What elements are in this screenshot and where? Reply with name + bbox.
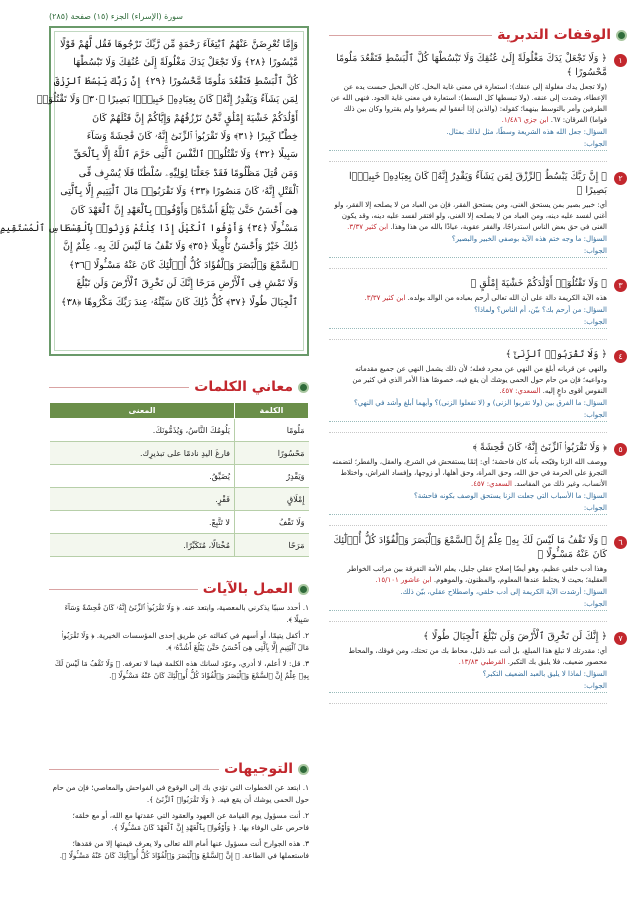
exercise-list <box>329 52 627 704</box>
exercise-item <box>329 348 627 433</box>
mushaf-line: ٱلْجِبَالَ طُولًا ﴿٣٧﴾ كُلُّ ذَٰلِكَ كَانَ سَيِّئُهُۥ عِندَ رَبِّكَ مَكْرُوهًا ﴿٣٨﴾ <box>61 296 298 308</box>
exercise-number-badge: ٥ <box>614 443 627 456</box>
guidance-item: ١. ابتعد عن الخطوات التي تؤدي بك إلى الوقوع في الفواحش والمعاصي؛ فإن من حام حول الحمى يوشك أن يقع فيه. ﴿ وَلَا تَقْرَبُوا۟ ٱلزِّنَىٰٓ ﴾. <box>52 783 309 804</box>
exercise-question: السؤال: جعل الله هذه الشريعة وسطًا، مثل لذلك بمثال. <box>446 128 607 136</box>
explanation-source: ابن كثير ٣/٣٧. <box>347 223 389 231</box>
vocab-meaning: يَلُومُكَ النَّاسُ، وَيُذَمُّونَكَ. <box>50 419 235 442</box>
header-rule <box>49 769 219 770</box>
section-bullet-icon <box>298 764 309 775</box>
vocabulary-rows <box>50 419 309 557</box>
vocab-meaning: فارغَ اليدِ نادمًا على تبذيرِك. <box>50 442 235 465</box>
header-rule <box>49 589 198 590</box>
exercise-explanation <box>329 293 607 304</box>
explanation-text: هذه الآية الكريمة دالة على أن الله تعالى أرحم بعباده من الوالد بولده. <box>407 294 607 302</box>
exercise-item <box>329 170 627 269</box>
mushaf-line: مَسْـُٔولًا ﴿٣٤﴾ وَأَوْفُوا ٱلْكَيْلَ إِذَا كِلْتُمْ وَزِنُوا۟ بِٱلْقِسْطَاسِ ٱلْمُسْتَقِيمِ <box>0 223 298 235</box>
exercise-number-badge: ٤ <box>614 350 627 363</box>
vocab-row <box>50 442 309 465</box>
exercise-explanation <box>329 200 607 233</box>
guidance-item: ٣. هذه الجوارح أنت مسؤول عنها أمام الله تعالى ولا يعرف قيمتها إلا من فقدها؛ فاستعملها في الطاعة. ﴿ إِنَّ ٱلسَّمْعَ وَٱلْبَصَرَ وَٱلْفُؤَادَ كُلُّ أُو۟لَٰٓئِكَ كَانَ عَنْهُ مَسْـُٔولًا ﴾. <box>59 839 309 860</box>
vocabulary-table <box>49 402 309 557</box>
explanation-text: والنهي عن قربانه أبلغ من النهي عن مجرد فعله؛ لأن ذلك يشمل النهي عن جميع مقدماته ودواعيه؛ فإن من حام حول الحمى يوشك أن يقع فيه، خصوصًا هذا الأمر الذي في كثير من النفوس أقوى داعٍ إليه. <box>352 365 607 395</box>
actions-list <box>49 602 309 682</box>
mushaf-page <box>0 26 309 356</box>
exercise-question: السؤال: ما الأسباب التي جعلت الزنا يستحق الوصف بكونه فاحشة؟ <box>413 492 607 500</box>
exercise-question: السؤال: لماذا لا يليق بالعبد الضعيف التكبر؟ <box>482 670 607 678</box>
answer-line <box>329 517 607 526</box>
exercise-answer-label[interactable]: الجواب: <box>329 317 607 329</box>
vocab-word: مَلُومًا <box>235 419 309 442</box>
vocab-meaning: يُضَيِّقُ. <box>50 465 235 488</box>
vocab-word: مَرَحًا <box>235 534 309 557</box>
answer-lines[interactable] <box>329 517 607 526</box>
answer-line <box>329 153 607 162</box>
vocab-word: مَحْسُورًا <box>235 442 309 465</box>
vocabulary-title: معاني الكلمات <box>194 379 293 395</box>
header-rule <box>49 387 189 388</box>
vocab-row <box>50 511 309 534</box>
answer-lines[interactable] <box>329 153 607 162</box>
exercise-verse: ﴿ وَلَا تَقْرَبُوا۟ ٱلزِّنَىٰٓ إِنَّهُۥ كَانَ فَٰحِشَةً ﴾ <box>472 442 607 453</box>
exercise-answer-label[interactable]: الجواب: <box>329 246 607 258</box>
exercise-number-badge: ٧ <box>614 632 627 645</box>
section-bullet-icon <box>616 30 627 41</box>
vocab-row <box>50 465 309 488</box>
exercise-number-badge: ٢ <box>614 172 627 185</box>
exercise-explanation <box>329 364 607 397</box>
exercise-item <box>329 52 627 162</box>
reflections-header <box>329 26 627 44</box>
action-item: ٢. أكفل يتيمًا، أو أسهم في كفالته عن طريق إحدى المؤسسات الخيرية. ﴿ وَلَا تَقْرَبُوا۟ مَالَ ٱلْيَتِيمِ إِلَّا بِٱلَّتِى هِىَ أَحْسَنُ حَتَّىٰ يَبْلُغَ أَشُدَّهُۥ ﴾. <box>61 631 309 652</box>
answer-lines[interactable] <box>329 260 607 269</box>
mushaf-line: أَوْلَٰدَكُمْ خَشْيَةَ إِمْلَٰقٍ نَّحْنُ نَرْزُقُهُمْ وَإِيَّاكُمْ إِنَّ قَتْلَهُمْ كَانَ <box>92 112 298 124</box>
section-bullet-icon <box>298 382 309 393</box>
exercise-explanation <box>329 564 607 586</box>
explanation-source: القرطبي ١٣/٨٣. <box>458 658 506 666</box>
explanation-source: ابن كثير ٣/٣٧. <box>364 294 406 302</box>
actions-section <box>49 580 309 682</box>
mushaf-line: ٱلسَّمْعَ وَٱلْبَصَرَ وَٱلْفُؤَادَ كُلُّ أُو۟لَٰٓئِكَ كَانَ عَنْهُ مَسْـُٔولًا ﴿٣٦﴾ <box>68 259 298 271</box>
explanation-text: ووصف الله الزنا وقبّحه بأنه كان فاحشة؛ أي: إثمًا يستفحش في الشرع، والعقل، والفطر؛ لتضمنه التجرؤ على الحرمة في حق الله، وحق المرأة، وحق أهلها، أو زوجها، وإفساد الفراش، واختلاط الأنساب، وغير ذلك من المفاسد. <box>332 458 607 488</box>
mushaf-line: سَبِيلًا ﴿٣٢﴾ وَلَا تَقْتُلُوا۟ ٱلنَّفْسَ ٱلَّتِى حَرَّمَ ٱللَّهُ إِلَّا بِٱلْحَقِّ <box>73 149 298 161</box>
mushaf-line: وَلَا تَمْشِ فِى ٱلْأَرْضِ مَرَحًا إِنَّكَ لَن تَخْرِقَ ٱلْأَرْضَ وَلَن تَبْلُغَ <box>76 278 298 290</box>
vocab-row <box>50 488 309 511</box>
action-item: ٣. قل: لا أعلم، لا أدري، وعوّد لسانك هذه الكلمة فيما لا تعرفه. ﴿ وَلَا تَقْفُ مَا لَيْسَ لَكَ بِهِۦ عِلْمٌ إِنَّ ٱلسَّمْعَ وَٱلْبَصَرَ وَٱلْفُؤَادَ كُلُّ أُو۟لَٰٓئِكَ كَانَ عَنْهُ مَسْـُٔولًا ﴾. <box>54 659 309 680</box>
mushaf-line: كُلَّ ٱلْبَسْطِ فَتَقْعُدَ مَلُومًا مَّحْسُورًا ﴿٢٩﴾ إِنَّ رَبَّكَ يَبْسُطُ ٱلرِّزْقَ <box>53 75 298 87</box>
exercise-question: السؤال: ما الفرق بين (ولا تقربوا الزنى) و (لا تفعلوا الزنى)؟ وأيهما أبلغ وأشد في النهي؟ <box>354 399 607 407</box>
section-bullet-icon <box>298 584 309 595</box>
exercise-item <box>329 441 627 526</box>
guidance-section <box>49 760 309 862</box>
reflections-title: الوقفات التدبرية <box>497 27 611 43</box>
vocab-column-word: الكلمة <box>235 403 309 419</box>
exercise-explanation <box>329 646 607 668</box>
vocab-word: وَيَقْدِرُ <box>235 465 309 488</box>
answer-line <box>329 695 607 704</box>
actions-title: العمل بالآيات <box>202 581 293 597</box>
mushaf-line: مَّيْسُورًا ﴿٢٨﴾ وَلَا تَجْعَلْ يَدَكَ مَغْلُولَةً إِلَىٰ عُنُقِكَ وَلَا تَبْسُطْهَا <box>73 57 298 69</box>
mushaf-line: خِطْـًٔا كَبِيرًا ﴿٣١﴾ وَلَا تَقْرَبُوا۟ ٱلزِّنَىٰٓ إِنَّهُۥ كَانَ فَٰحِشَةً وَسَآءَ <box>86 131 298 143</box>
guidance-item: ٢. أنت مسؤول يوم القيامة عن العهود والعقود التي عقدتها مع الله، أو مع خلقه؛ فاحرص على الوفاء بها. ﴿ وَأَوْفُوا۟ بِٱلْعَهْدِ إِنَّ ٱلْعَهْدَ كَانَ مَسْـُٔولًا ﴾. <box>72 811 309 832</box>
exercise-question: السؤال: أرشدت الآية الكريمة إلى أدب خلقي، واصطلاح عقلي، بيّن ذلك. <box>400 588 607 596</box>
exercise-answer-label[interactable]: الجواب: <box>329 410 607 422</box>
reflections-column <box>329 26 627 704</box>
answer-line <box>329 260 607 269</box>
exercise-number-badge: ٦ <box>614 536 627 549</box>
answer-line <box>329 613 607 622</box>
mushaf-line: وَإِمَّا تُعْرِضَنَّ عَنْهُمُ ٱبْتِغَآءَ رَحْمَةٍ مِّن رَّبِّكَ تَرْجُوهَا فَقُل لَّهُمْ قَوْلًا <box>60 39 298 50</box>
explanation-source: السعدي: ٤٥٧. <box>470 480 512 488</box>
exercise-item <box>329 534 627 622</box>
answer-lines[interactable] <box>329 424 607 433</box>
explanation-source: السعدي: ٤٥٧. <box>499 387 541 395</box>
vocab-row <box>50 534 309 557</box>
explanation-text: أي: مقدرتك لا تبلغ هذا المبلغ، بل أنت عبد ذليل، محاط بك من تحتك، ومن فوقك، والمحاط محصور ضعيف، فلا يليق بك التكبر. <box>348 647 607 666</box>
explanation-text: أي: خبير بصير بمن يستحق الغنى، ومن يستحق الفقر، فإن من العباد من لا يصلحه إلا الفقر، ولو أغني لفسد عليه دينه، ومن العباد من لا يصلحه إلا الغنى، ولو افتقر لفسد عليه دينه، وقد يكون الغنى في حق بعض الناس استدراجًا، والفقر عقوبة، عياذًا بالله من هذا وهذا. <box>334 201 607 231</box>
explanation-source: ابن جزي ١/٤٨٦. <box>501 116 549 124</box>
vocab-column-meaning: المعنى <box>50 403 235 419</box>
guidance-list <box>49 782 309 862</box>
vocab-word: إِمْلَاقٍ <box>235 488 309 511</box>
vocabulary-section <box>49 378 309 557</box>
mushaf-line: وَمَن قُتِلَ مَظْلُومًا فَقَدْ جَعَلْنَا لِوَلِيِّهِۦ سُلْطَٰنًا فَلَا يُسْرِف فِّى <box>78 167 298 179</box>
vocab-meaning: مُخْتالًا، مُتَكَبِّرًا. <box>50 534 235 557</box>
exercise-item <box>329 277 627 340</box>
guidance-title: التوجيهات <box>224 761 293 777</box>
vocab-meaning: لا تَتَّبِعْ. <box>50 511 235 534</box>
exercise-explanation <box>329 82 607 126</box>
mushaf-caption: سورة (الإسراء) الجزء (١٥) صفحة (٢٨٥) <box>49 12 184 21</box>
exercise-answer-label[interactable]: الجواب: <box>329 139 607 151</box>
guidance-header <box>49 760 309 778</box>
exercise-verse: ﴿ إِنَّكَ لَن تَخْرِقَ ٱلْأَرْضَ وَلَن تَبْلُغَ ٱلْجِبَالَ طُولًا ﴾ <box>423 631 607 642</box>
vocab-meaning: فَقْرٍ. <box>50 488 235 511</box>
answer-lines[interactable] <box>329 695 607 704</box>
exercise-question: السؤال: ما وجه ختم هذه الآية بوصفي الخبير والبصير؟ <box>451 235 607 243</box>
vocabulary-header <box>49 378 309 396</box>
header-rule <box>329 35 492 36</box>
exercise-explanation <box>329 457 607 490</box>
explanation-text: (ولا تجعل يدك مغلولة إلى عنقك): استعارة في معنى غاية البخل، كان البخيل حبست يده عن الإعطاء، وشدت إلى عنقه. (ولا تبسطها كل البسط): استعارة في معنى غاية الجود. فنهى الله عن الطرفين وأمر بالتوسط بينهما؛ كقوله: (والذين إذا أنفقوا لم يسرفوا ولم يقتروا وكان بين ذلك قواما) الفرقان: ٦٧. <box>330 83 607 124</box>
exercise-verse: ﴿ وَلَا تَقْفُ مَا لَيْسَ لَكَ بِهِۦ عِلْمٌ إِنَّ ٱلسَّمْعَ وَٱلْبَصَرَ وَٱلْفُؤَادَ كُلُّ أُو۟لَٰٓئِكَ كَانَ عَنْهُ مَسْـُٔولًا ﴾ <box>333 535 607 560</box>
vocab-word: وَلَا تَقْفُ <box>235 511 309 534</box>
exercise-item <box>329 630 627 704</box>
exercise-answer-label[interactable]: الجواب: <box>329 599 607 611</box>
answer-lines[interactable] <box>329 331 607 340</box>
exercise-question: السؤال: من أرحم بك؟ بيّن، أم الناس؟ ولماذا؟ <box>474 306 607 314</box>
exercise-answer-label[interactable]: الجواب: <box>329 503 607 515</box>
exercise-verse: ﴿ وَلَا تَجْعَلْ يَدَكَ مَغْلُولَةً إِلَىٰ عُنُقِكَ وَلَا تَبْسُطْهَا كُلَّ ٱلْبَسْطِ فَتَقْعُدَ مَلُومًا مَّحْسُورًا ﴾ <box>336 53 607 78</box>
mushaf-line: ٱلْقَتْلِ إِنَّهُۥ كَانَ مَنصُورًا ﴿٣٣﴾ وَلَا تَقْرَبُوا۟ مَالَ ٱلْيَتِيمِ إِلَّا بِٱلَّتِى <box>60 186 298 198</box>
actions-header <box>49 580 309 598</box>
exercise-number-badge: ٣ <box>614 279 627 292</box>
mushaf-text <box>0 31 304 351</box>
exercise-number-badge: ١ <box>614 54 627 67</box>
mushaf-line: هِىَ أَحْسَنُ حَتَّىٰ يَبْلُغَ أَشُدَّهُۥ وَأَوْفُوا۟ بِٱلْعَهْدِ إِنَّ ٱلْعَهْدَ كَانَ <box>70 204 298 216</box>
exercise-answer-label[interactable]: الجواب: <box>329 681 607 693</box>
exercise-verse: ﴿ وَلَا تَقْرَبُوا۟ ٱلزِّنَىٰٓ ﴾ <box>505 349 607 360</box>
action-item: ١. أحدد سببًا يذكرني بالمعصية، وابتعد عنه. ﴿ وَلَا تَقْرَبُوا۟ ٱلزِّنَىٰٓ إِنَّهُۥ كَانَ فَٰحِشَةً وَسَآءَ سَبِيلًا ﴾. <box>64 603 309 624</box>
answer-line <box>329 331 607 340</box>
answer-line <box>329 424 607 433</box>
vocab-row <box>50 419 309 442</box>
mushaf-line: لِمَن يَشَآءُ وَيَقْدِرُ إِنَّهُۥ كَانَ بِعِبَادِهِۦ خَبِيرًۢا بَصِيرًا ﴿٣٠﴾ وَلَا تَقْتُلُوٓا۟ <box>36 94 298 106</box>
exercise-verse: ﴿ إِنَّ رَبَّكَ يَبْسُطُ ٱلرِّزْقَ لِمَن يَشَآءُ وَيَقْدِرُ إِنَّهُۥ كَانَ بِعِبَادِهِۦ خَبِيرًۢا بَصِيرًا ﴾ <box>349 171 607 196</box>
explanation-text: وهذا أدب خلقي عظيم، وهو أيضًا إصلاح عقلي جليل، يعلم الأمة التفرقة بين مراتب الخواطر العقلية؛ بحيث لا يختلط عندها المعلوم، والمظنون، والموهوم. <box>347 565 607 584</box>
answer-lines[interactable] <box>329 613 607 622</box>
explanation-source: ابن عاشور ١٥/١٠١. <box>375 576 432 584</box>
exercise-verse: ﴿ وَلَا تَقْتُلُوٓا۟ أَوْلَٰدَكُمْ خَشْيَةَ إِمْلَٰقٍ ﴾ <box>470 278 607 289</box>
mushaf-line: ذَٰلِكَ خَيْرٌ وَأَحْسَنُ تَأْوِيلًا ﴿٣٥﴾ وَلَا تَقْفُ مَا لَيْسَ لَكَ بِهِۦ عِلْمٌ إِنَّ <box>62 241 298 253</box>
